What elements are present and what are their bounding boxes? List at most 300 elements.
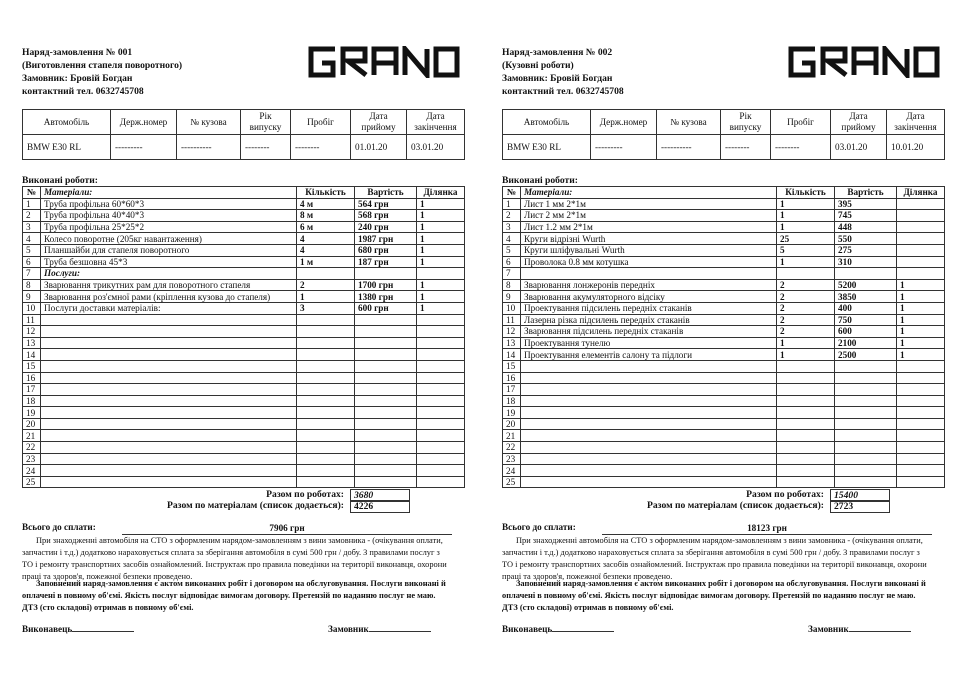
row-section bbox=[417, 349, 465, 361]
vehicle-value-cell: -------- bbox=[241, 135, 291, 160]
row-section bbox=[897, 210, 945, 222]
row-section bbox=[417, 314, 465, 326]
works-row bbox=[503, 198, 945, 210]
row-cost bbox=[355, 465, 417, 477]
total-payable-label: Всього до сплати: bbox=[22, 522, 96, 532]
works-row bbox=[23, 256, 465, 268]
works-row bbox=[503, 302, 945, 314]
works-row bbox=[503, 210, 945, 222]
total-payable-amount: 18123 грн bbox=[602, 522, 932, 535]
works-row bbox=[23, 442, 465, 454]
row-quantity: 1 bbox=[297, 291, 355, 303]
row-cost: 275 bbox=[835, 244, 897, 256]
works-row bbox=[23, 279, 465, 291]
row-section bbox=[417, 337, 465, 349]
acceptance-statement: Заповнений наряд-замовлення є актом виконаних робіт і договором на обслуговування. Послуги виконані й оплачені в повному об'ємі. Якість послуг відповідає вимогам договору. Претензій по наданню послуг не маю. ДТЗ (сто складові) отримав в повному об'ємі. bbox=[502, 579, 926, 612]
row-quantity bbox=[777, 476, 835, 488]
row-quantity: 4 bbox=[297, 244, 355, 256]
row-section: 1 bbox=[417, 279, 465, 291]
row-number: 24 bbox=[503, 465, 521, 477]
row-number: 6 bbox=[23, 256, 41, 268]
row-item bbox=[521, 360, 777, 372]
row-item bbox=[41, 372, 297, 384]
vehicle-header-row bbox=[23, 110, 465, 135]
row-quantity: 4 м bbox=[297, 198, 355, 210]
vehicle-value-cell: --------- bbox=[111, 135, 177, 160]
row-cost bbox=[355, 326, 417, 338]
order-number: Наряд-замовлення № 001 bbox=[22, 47, 133, 58]
row-number: 21 bbox=[23, 430, 41, 442]
row-number: 2 bbox=[23, 210, 41, 222]
row-cost bbox=[355, 349, 417, 361]
customer-label: Замовник bbox=[328, 624, 369, 634]
works-table bbox=[22, 186, 465, 488]
row-item: Послуги: bbox=[41, 268, 297, 280]
vehicle-header-cell: Дата закінчення bbox=[887, 110, 945, 135]
works-row bbox=[23, 244, 465, 256]
row-item bbox=[41, 395, 297, 407]
row-quantity: 2 bbox=[777, 314, 835, 326]
row-cost: 600 bbox=[835, 326, 897, 338]
order-header bbox=[502, 46, 802, 98]
row-section: 1 bbox=[417, 291, 465, 303]
works-header-row bbox=[23, 187, 465, 199]
row-quantity bbox=[777, 395, 835, 407]
row-item: Труба профільна 40*40*3 bbox=[41, 210, 297, 222]
row-cost: 750 bbox=[835, 314, 897, 326]
row-cost bbox=[835, 407, 897, 419]
row-section bbox=[417, 476, 465, 488]
works-row bbox=[23, 349, 465, 361]
order-subtitle: (Виготовлення стапеля поворотного) bbox=[22, 60, 183, 71]
row-item bbox=[41, 407, 297, 419]
row-section bbox=[417, 465, 465, 477]
row-section bbox=[897, 442, 945, 454]
row-item bbox=[41, 349, 297, 361]
row-item: Зварювання лонжеронів передніх bbox=[521, 279, 777, 291]
row-number: 16 bbox=[503, 372, 521, 384]
row-cost bbox=[355, 337, 417, 349]
executor-label: Виконавець bbox=[22, 624, 73, 634]
row-quantity: 1 bbox=[777, 210, 835, 222]
row-quantity: 8 м bbox=[297, 210, 355, 222]
row-section bbox=[897, 453, 945, 465]
row-quantity: 2 bbox=[777, 279, 835, 291]
works-row bbox=[23, 360, 465, 372]
row-item bbox=[41, 418, 297, 430]
executor-signature-line bbox=[552, 622, 614, 632]
row-cost bbox=[355, 476, 417, 488]
row-section bbox=[417, 360, 465, 372]
grand-logo bbox=[786, 46, 941, 78]
row-item: Проектування підсилень передніх стаканів bbox=[521, 302, 777, 314]
row-item bbox=[521, 268, 777, 280]
total-payable bbox=[22, 522, 464, 532]
row-item: Труба профільна 60*60*3 bbox=[41, 198, 297, 210]
row-number: 12 bbox=[503, 326, 521, 338]
works-row bbox=[503, 244, 945, 256]
row-cost bbox=[355, 453, 417, 465]
row-number: 22 bbox=[503, 442, 521, 454]
row-cost: 1700 грн bbox=[355, 279, 417, 291]
row-item: Проектування елементів салону та підлоги bbox=[521, 349, 777, 361]
row-section bbox=[897, 372, 945, 384]
row-item bbox=[521, 476, 777, 488]
works-row bbox=[503, 453, 945, 465]
row-quantity bbox=[297, 476, 355, 488]
row-section bbox=[417, 395, 465, 407]
vehicle-value-cell: 01.01.20 bbox=[351, 135, 407, 160]
row-cost bbox=[355, 384, 417, 396]
row-item: Проектування тунелю bbox=[521, 337, 777, 349]
row-section bbox=[897, 418, 945, 430]
works-row bbox=[503, 221, 945, 233]
row-cost bbox=[355, 407, 417, 419]
row-section bbox=[417, 372, 465, 384]
works-header-cell: Кількість bbox=[297, 187, 355, 199]
row-cost bbox=[835, 453, 897, 465]
row-cost: 310 bbox=[835, 256, 897, 268]
row-item bbox=[521, 465, 777, 477]
row-cost bbox=[835, 476, 897, 488]
row-quantity: 1 м bbox=[297, 256, 355, 268]
row-item: Круги відрізні Wurth bbox=[521, 233, 777, 245]
works-row bbox=[23, 233, 465, 245]
row-number: 13 bbox=[503, 337, 521, 349]
storage-note: При знаходженні автомобіля на СТО з оформленим нарядом-замовленням з вини замовника - (очікування оплати, запчастин і т.д.) додатково нараховується сплата за зберігання автомобіля в сумі 500 грн / добу. З правилами послуг з ТО і ремонту транспортних засобів ознайомлений. Інструктаж про правила поведінки на території виконавця, охорони праці та здоров'я, пожежної безпеки проведено. bbox=[22, 536, 447, 581]
works-row bbox=[23, 465, 465, 477]
row-number: 11 bbox=[503, 314, 521, 326]
row-number: 25 bbox=[503, 476, 521, 488]
row-number: 20 bbox=[23, 418, 41, 430]
row-cost bbox=[355, 395, 417, 407]
row-item: Труба безшовна 45*3 bbox=[41, 256, 297, 268]
vehicle-header-cell: Пробіг bbox=[771, 110, 831, 135]
vehicle-header-cell: Дата закінчення bbox=[407, 110, 465, 135]
row-quantity bbox=[297, 326, 355, 338]
works-row bbox=[503, 349, 945, 361]
row-cost: 1380 грн bbox=[355, 291, 417, 303]
row-section bbox=[897, 360, 945, 372]
row-number: 23 bbox=[503, 453, 521, 465]
customer-signature bbox=[808, 622, 911, 634]
row-item: Зварювання акумуляторного відсіку bbox=[521, 291, 777, 303]
row-item bbox=[41, 476, 297, 488]
row-number: 15 bbox=[503, 360, 521, 372]
works-header-cell: Кількість bbox=[777, 187, 835, 199]
row-item bbox=[41, 337, 297, 349]
works-row bbox=[503, 279, 945, 291]
works-row bbox=[503, 442, 945, 454]
row-cost bbox=[835, 360, 897, 372]
row-quantity: 1 bbox=[777, 256, 835, 268]
row-cost: 564 грн bbox=[355, 198, 417, 210]
row-quantity bbox=[777, 360, 835, 372]
row-item bbox=[41, 465, 297, 477]
works-row bbox=[503, 256, 945, 268]
row-number: 22 bbox=[23, 442, 41, 454]
vehicle-header-cell: Держ.номер bbox=[111, 110, 177, 135]
vehicle-value-cell: ---------- bbox=[177, 135, 241, 160]
row-section: 1 bbox=[417, 244, 465, 256]
row-quantity bbox=[297, 407, 355, 419]
row-item: Зварювання трикутних рам для поворотного стапеля bbox=[41, 279, 297, 291]
works-row bbox=[23, 384, 465, 396]
total-materials-label: Разом по матеріалам (список додається): bbox=[167, 500, 344, 511]
row-item: Послуги доставки матеріалів: bbox=[41, 302, 297, 314]
row-quantity bbox=[777, 268, 835, 280]
works-header-cell: № bbox=[503, 187, 521, 199]
works-row bbox=[503, 476, 945, 488]
works-header-row bbox=[503, 187, 945, 199]
row-quantity: 25 bbox=[777, 233, 835, 245]
row-number: 7 bbox=[503, 268, 521, 280]
row-number: 23 bbox=[23, 453, 41, 465]
row-item: Лист 1 мм 2*1м bbox=[521, 198, 777, 210]
vehicle-value-row bbox=[503, 135, 945, 160]
row-cost bbox=[835, 372, 897, 384]
row-item: Проволока 0.8 мм котушка bbox=[521, 256, 777, 268]
row-section bbox=[417, 407, 465, 419]
vehicle-value-cell: -------- bbox=[291, 135, 351, 160]
vehicle-table bbox=[502, 109, 945, 160]
row-quantity: 6 м bbox=[297, 221, 355, 233]
row-number: 17 bbox=[503, 384, 521, 396]
vehicle-value-row bbox=[23, 135, 465, 160]
vehicle-header-cell: № кузова bbox=[177, 110, 241, 135]
works-row bbox=[503, 360, 945, 372]
row-number: 17 bbox=[23, 384, 41, 396]
row-section bbox=[897, 233, 945, 245]
row-section bbox=[417, 418, 465, 430]
grand-logo bbox=[306, 46, 461, 78]
row-number: 12 bbox=[23, 326, 41, 338]
row-cost: 568 грн bbox=[355, 210, 417, 222]
row-cost bbox=[355, 268, 417, 280]
row-item: Планшайби для стапеля поворотного bbox=[41, 244, 297, 256]
row-item bbox=[41, 442, 297, 454]
row-section bbox=[897, 198, 945, 210]
row-cost bbox=[355, 360, 417, 372]
row-section bbox=[417, 453, 465, 465]
works-row bbox=[23, 314, 465, 326]
row-quantity bbox=[777, 442, 835, 454]
row-number: 13 bbox=[23, 337, 41, 349]
works-row bbox=[23, 268, 465, 280]
vehicle-value-cell: --------- bbox=[591, 135, 657, 160]
row-item bbox=[521, 407, 777, 419]
customer-phone: контактний тел. 0632745708 bbox=[22, 86, 144, 97]
row-quantity: 1 bbox=[777, 221, 835, 233]
row-number: 4 bbox=[503, 233, 521, 245]
row-cost: 550 bbox=[835, 233, 897, 245]
row-quantity: 2 bbox=[777, 326, 835, 338]
works-row bbox=[503, 384, 945, 396]
works-header-cell: № bbox=[23, 187, 41, 199]
row-number: 6 bbox=[503, 256, 521, 268]
vehicle-value-cell: -------- bbox=[771, 135, 831, 160]
row-cost: 5200 bbox=[835, 279, 897, 291]
row-item bbox=[521, 418, 777, 430]
row-quantity: 1 bbox=[777, 337, 835, 349]
row-number: 3 bbox=[23, 221, 41, 233]
row-section: 1 bbox=[897, 291, 945, 303]
works-row bbox=[503, 407, 945, 419]
row-quantity: 2 bbox=[777, 291, 835, 303]
row-number: 10 bbox=[23, 302, 41, 314]
row-number: 16 bbox=[23, 372, 41, 384]
row-quantity bbox=[297, 268, 355, 280]
works-header-cell: Ділянка bbox=[897, 187, 945, 199]
row-number: 20 bbox=[503, 418, 521, 430]
row-section bbox=[897, 256, 945, 268]
row-quantity bbox=[777, 372, 835, 384]
row-quantity bbox=[297, 395, 355, 407]
row-number: 14 bbox=[23, 349, 41, 361]
row-number: 19 bbox=[23, 407, 41, 419]
row-quantity bbox=[297, 337, 355, 349]
vehicle-value-cell: 03.01.20 bbox=[407, 135, 465, 160]
works-header-cell: Ділянка bbox=[417, 187, 465, 199]
row-item bbox=[41, 326, 297, 338]
row-item bbox=[521, 453, 777, 465]
row-cost: 680 грн bbox=[355, 244, 417, 256]
row-number: 19 bbox=[503, 407, 521, 419]
row-item bbox=[41, 360, 297, 372]
row-number: 8 bbox=[23, 279, 41, 291]
row-quantity bbox=[297, 430, 355, 442]
row-section: 1 bbox=[417, 256, 465, 268]
row-cost: 400 bbox=[835, 302, 897, 314]
executor-signature bbox=[22, 622, 134, 634]
row-cost bbox=[355, 314, 417, 326]
row-section bbox=[897, 465, 945, 477]
row-section bbox=[897, 407, 945, 419]
works-row bbox=[23, 395, 465, 407]
works-row bbox=[503, 314, 945, 326]
row-quantity: 1 bbox=[777, 349, 835, 361]
row-cost bbox=[355, 372, 417, 384]
row-item bbox=[521, 442, 777, 454]
vehicle-value-cell: -------- bbox=[721, 135, 771, 160]
order-number: Наряд-замовлення № 002 bbox=[502, 47, 613, 58]
works-row bbox=[23, 430, 465, 442]
row-number: 5 bbox=[503, 244, 521, 256]
row-section: 1 bbox=[417, 221, 465, 233]
customer-name: Замовник: Бровій Богдан bbox=[502, 73, 613, 84]
row-cost bbox=[355, 418, 417, 430]
works-row bbox=[503, 268, 945, 280]
row-section: 1 bbox=[417, 233, 465, 245]
row-item: Круги шліфувальні Wurth bbox=[521, 244, 777, 256]
row-number: 24 bbox=[23, 465, 41, 477]
works-header-cell: Вартість bbox=[355, 187, 417, 199]
works-row bbox=[503, 372, 945, 384]
works-table bbox=[502, 186, 945, 488]
row-item: Зварювання підсилень передніх стаканів bbox=[521, 326, 777, 338]
works-row bbox=[503, 326, 945, 338]
row-quantity bbox=[297, 360, 355, 372]
row-number: 2 bbox=[503, 210, 521, 222]
row-number: 21 bbox=[503, 430, 521, 442]
row-section bbox=[897, 221, 945, 233]
works-header-cell: Матеріали: bbox=[521, 187, 777, 199]
row-item bbox=[41, 314, 297, 326]
row-section bbox=[897, 244, 945, 256]
row-number: 9 bbox=[23, 291, 41, 303]
works-header-cell: Вартість bbox=[835, 187, 897, 199]
row-section bbox=[417, 326, 465, 338]
row-quantity bbox=[297, 314, 355, 326]
row-section bbox=[897, 430, 945, 442]
row-item bbox=[41, 453, 297, 465]
row-quantity bbox=[297, 349, 355, 361]
row-number: 11 bbox=[23, 314, 41, 326]
total-materials-value: 4226 bbox=[350, 500, 410, 513]
row-quantity: 1 bbox=[777, 198, 835, 210]
acceptance-statement: Заповнений наряд-замовлення є актом виконаних робіт і договором на обслуговування. Послуги виконані й оплачені в повному об'ємі. Якість послуг відповідає вимогам договору. Претензій по наданню послуг не маю. ДТЗ (сто складові) отримав в повному об'ємі. bbox=[22, 579, 446, 612]
total-works-label: Разом по роботах: bbox=[746, 489, 824, 500]
row-quantity bbox=[777, 453, 835, 465]
row-cost: 3850 bbox=[835, 291, 897, 303]
row-quantity bbox=[777, 384, 835, 396]
vehicle-header-cell: Держ.номер bbox=[591, 110, 657, 135]
works-row bbox=[23, 372, 465, 384]
vehicle-table bbox=[22, 109, 465, 160]
works-row bbox=[503, 395, 945, 407]
row-number: 1 bbox=[23, 198, 41, 210]
row-item bbox=[521, 384, 777, 396]
vehicle-header-row bbox=[503, 110, 945, 135]
row-cost bbox=[835, 395, 897, 407]
works-row bbox=[503, 337, 945, 349]
row-item bbox=[521, 372, 777, 384]
row-cost: 2100 bbox=[835, 337, 897, 349]
row-cost: 187 грн bbox=[355, 256, 417, 268]
row-number: 8 bbox=[503, 279, 521, 291]
works-header-cell: Матеріали: bbox=[41, 187, 297, 199]
vehicle-value-cell: ---------- bbox=[657, 135, 721, 160]
row-item: Лист 1.2 мм 2*1м bbox=[521, 221, 777, 233]
row-item bbox=[41, 384, 297, 396]
customer-signature bbox=[328, 622, 431, 634]
works-title: Виконані роботи: bbox=[502, 175, 578, 186]
row-number: 5 bbox=[23, 244, 41, 256]
executor-label: Виконавець bbox=[502, 624, 553, 634]
customer-name: Замовник: Бровій Богдан bbox=[22, 73, 133, 84]
row-quantity bbox=[777, 407, 835, 419]
row-quantity bbox=[297, 384, 355, 396]
vehicle-header-cell: Автомобіль bbox=[503, 110, 591, 135]
work-order-2 bbox=[480, 0, 960, 682]
order-subtitle: (Кузовні роботи) bbox=[502, 60, 574, 71]
row-cost bbox=[835, 465, 897, 477]
vehicle-header-cell: Автомобіль bbox=[23, 110, 111, 135]
works-row bbox=[23, 210, 465, 222]
row-item: Лазерна різка підсилень передніх стаканів bbox=[521, 314, 777, 326]
total-materials-value: 2723 bbox=[830, 500, 890, 513]
row-section bbox=[897, 476, 945, 488]
row-item: Зварювання роз'ємної рами (кріплення кузова до стапеля) bbox=[41, 291, 297, 303]
row-cost: 240 грн bbox=[355, 221, 417, 233]
vehicle-header-cell: Дата прийому bbox=[351, 110, 407, 135]
row-item: Труба профільна 25*25*2 bbox=[41, 221, 297, 233]
row-cost bbox=[835, 430, 897, 442]
executor-signature-line bbox=[72, 622, 134, 632]
vehicle-header-cell: Рік випуску bbox=[241, 110, 291, 135]
total-works-value: 15400 bbox=[830, 489, 890, 502]
customer-signature-line bbox=[849, 622, 911, 632]
